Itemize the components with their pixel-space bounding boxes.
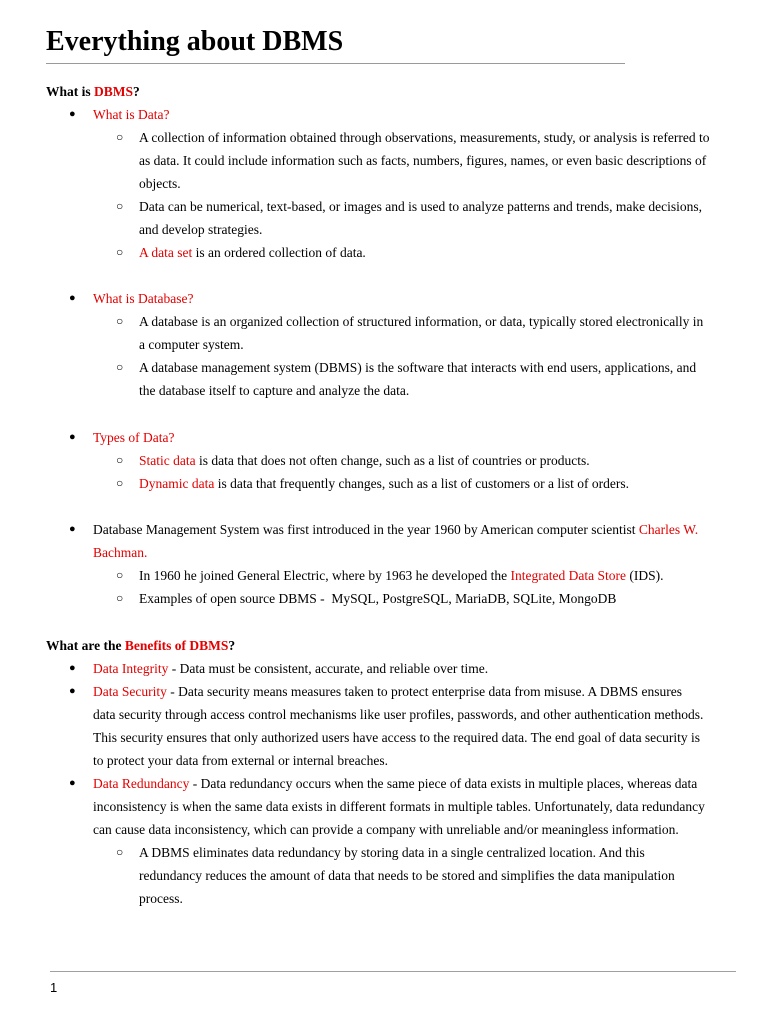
heading-highlight: Benefits of DBMS — [124, 638, 229, 653]
paragraph-line: as data. It could include information such as facts, numbers, figures, names, or even basic descriptions of — [139, 153, 707, 168]
sub-bullet-icon: ○ — [116, 314, 124, 328]
paragraph-line: data security through access control mechanisms like user profiles, passwords, and other authentication methods. — [93, 707, 704, 722]
sub-bullet-icon: ○ — [116, 476, 124, 490]
paragraph-line — [139, 472, 629, 495]
term-highlight: Dynamic data — [139, 476, 215, 491]
person-name-continued: Bachman. — [93, 545, 148, 560]
paragraph-line: Data can be numerical, text-based, or images and is used to analyze patterns and trends, make decisions, — [139, 199, 703, 214]
paragraph-line — [139, 241, 366, 264]
history-text: In 1960 he joined General Electric, where by 1963 he developed the — [139, 568, 511, 583]
footer-divider — [50, 971, 736, 972]
benefit-data-integrity — [93, 657, 488, 680]
paragraph-line: inconsistency is when the same data exists in different formats in multiple tables. Unfortunately, data redundancy — [93, 799, 705, 814]
term-text: - Data must be consistent, accurate, and reliable over time. — [168, 661, 489, 676]
term-highlight: Integrated Data Store — [510, 568, 626, 583]
bullet-icon: ● — [69, 685, 76, 697]
bullet-icon: ● — [69, 292, 76, 304]
sub-bullet-icon: ○ — [116, 453, 124, 467]
benefit-data-security — [93, 680, 682, 703]
benefit-data-redundancy — [93, 772, 697, 795]
bullet-icon: ● — [69, 662, 76, 674]
heading-highlight: DBMS — [94, 84, 134, 99]
paragraph-line: and develop strategies. — [139, 222, 263, 237]
term-text: - Data redundancy occurs when the same piece of data exists in multiple places, whereas data — [189, 776, 698, 791]
paragraph-line: can cause data inconsistency, which can provide a company with unreliable and/or meaningless information. — [93, 822, 679, 837]
paragraph-line — [93, 518, 698, 541]
bullet-icon: ● — [69, 108, 76, 120]
paragraph-line — [139, 449, 590, 472]
paragraph-line: the database itself to capture and analyze the data. — [139, 383, 410, 398]
paragraph-line — [139, 564, 663, 587]
heading-text: What is — [46, 84, 95, 99]
bullet-icon: ● — [69, 777, 76, 789]
question-what-is-database: What is Database? — [93, 291, 194, 306]
sub-bullet-icon: ○ — [116, 130, 124, 144]
sub-bullet-icon: ○ — [116, 199, 124, 213]
paragraph-line: process. — [139, 891, 183, 906]
sub-bullet-icon: ○ — [116, 591, 124, 605]
term-text: - Data security means measures taken to protect enterprise data from misuse. A DBMS ensures — [166, 684, 682, 699]
bullet-icon: ● — [69, 523, 76, 535]
page-title: Everything about DBMS — [46, 26, 344, 57]
term-text: is data that does not often change, such as a list of countries or products. — [195, 453, 590, 468]
section-heading-what-is-dbms — [46, 80, 140, 103]
heading-text: What are the — [46, 638, 125, 653]
paragraph-line: to protect your data from external or internal breaches. — [93, 753, 388, 768]
paragraph-line: A database is an organized collection of structured information, or data, typically stored electronically in — [139, 314, 704, 329]
history-text: Database Management System was first introduced in the year 1960 by American computer scientist — [93, 522, 639, 537]
term-highlight: Data Integrity — [93, 661, 169, 676]
question-what-is-data: What is Data? — [93, 107, 170, 122]
page-number: 1 — [50, 980, 58, 995]
heading-text: ? — [228, 638, 236, 653]
bullet-icon: ● — [69, 431, 76, 443]
paragraph-line: This security ensures that only authorized users have access to the required data. The end goal of data security is — [93, 730, 701, 745]
paragraph-line: A collection of information obtained through observations, measurements, study, or analysis is referred to — [139, 130, 710, 145]
paragraph-line: objects. — [139, 176, 181, 191]
paragraph-line: Examples of open source DBMS - MySQL, PostgreSQL, MariaDB, SQLite, MongoDB — [139, 591, 617, 606]
sub-bullet-icon: ○ — [116, 245, 124, 259]
term-highlight: Data Security — [93, 684, 167, 699]
paragraph-line: A database management system (DBMS) is the software that interacts with end users, applications, and — [139, 360, 697, 375]
paragraph-line: A DBMS eliminates data redundancy by storing data in a single centralized location. And this — [139, 845, 645, 860]
heading-text: ? — [133, 84, 140, 99]
term-text: is an ordered collection of data. — [192, 245, 366, 260]
person-name: Charles W. — [638, 522, 699, 537]
term-highlight: Data Redundancy — [93, 776, 190, 791]
paragraph-line: a computer system. — [139, 337, 244, 352]
term-highlight: Static data — [139, 453, 196, 468]
section-heading-benefits — [46, 634, 235, 657]
term-highlight: A data set — [139, 245, 193, 260]
paragraph-line: redundancy reduces the amount of data that needs to be stored and simplifies the data manipulation — [139, 868, 675, 883]
history-text: (IDS). — [625, 568, 664, 583]
sub-bullet-icon: ○ — [116, 568, 124, 582]
question-types-of-data: Types of Data? — [93, 430, 175, 445]
sub-bullet-icon: ○ — [116, 845, 124, 859]
title-divider — [46, 63, 625, 64]
sub-bullet-icon: ○ — [116, 360, 124, 374]
term-text: is data that frequently changes, such as a list of customers or a list of orders. — [214, 476, 629, 491]
